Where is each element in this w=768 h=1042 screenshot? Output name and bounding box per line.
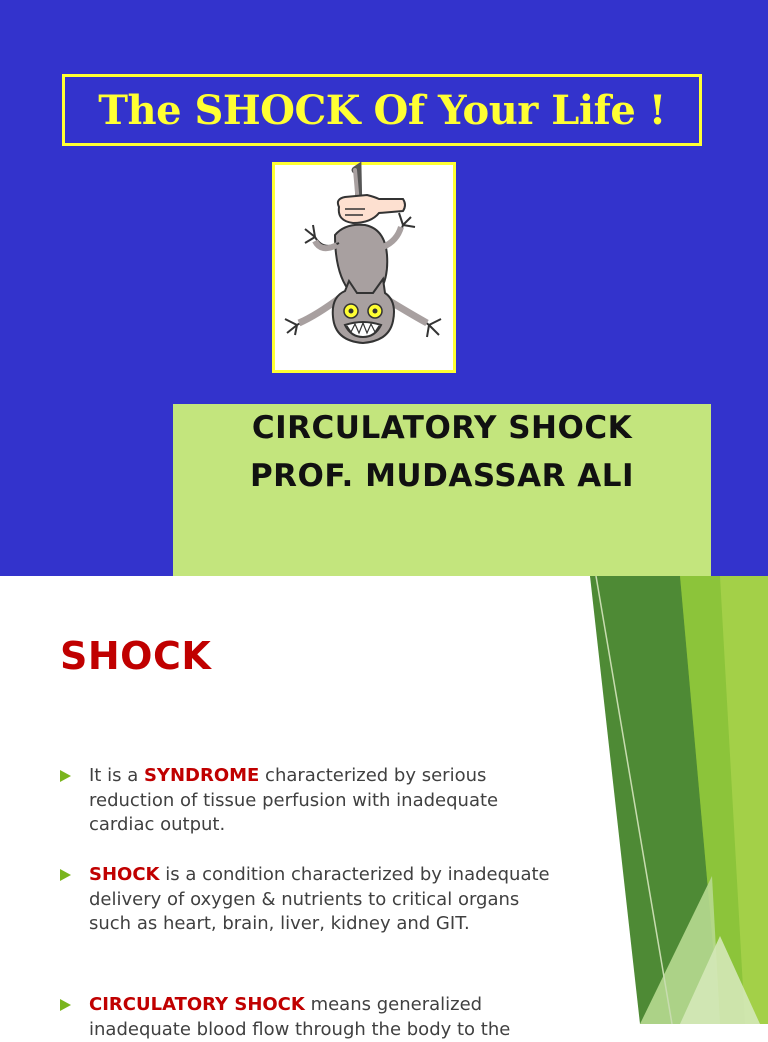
- cat-illustration-frame: [272, 162, 456, 373]
- bullet-item: SHOCK is a condition characterized by inadequate delivery of oxygen & nutrients to critical organs such as heart, brain, liver, kidney and GIT.: [60, 863, 560, 937]
- slide-title: The SHOCK Of Your Life !: [98, 86, 666, 134]
- triangle-bullet-icon: [60, 770, 71, 782]
- title-frame: [62, 74, 702, 146]
- keyword-highlight: SHOCK: [89, 864, 160, 885]
- triangle-bullet-icon: [60, 999, 71, 1011]
- bullet-item: CIRCULATORY SHOCK means generalized inadequate blood flow through the body to the: [60, 993, 560, 1042]
- subtitle-panel: [173, 404, 711, 576]
- hanging-cat-icon: [275, 165, 453, 370]
- keyword-highlight: CIRCULATORY SHOCK: [89, 994, 305, 1015]
- subtitle-topic: CIRCULATORY SHOCK: [251, 410, 633, 446]
- bullet-item: It is a SYNDROME characterized by serious reduction of tissue perfusion with inadequate cardiac output.: [60, 764, 560, 838]
- triangle-bullet-icon: [60, 869, 71, 881]
- slide-heading: SHOCK: [60, 634, 212, 678]
- keyword-highlight: SYNDROME: [143, 765, 260, 786]
- content-slide: [0, 576, 768, 1040]
- subtitle-author: PROF. MUDASSAR ALI: [249, 458, 635, 494]
